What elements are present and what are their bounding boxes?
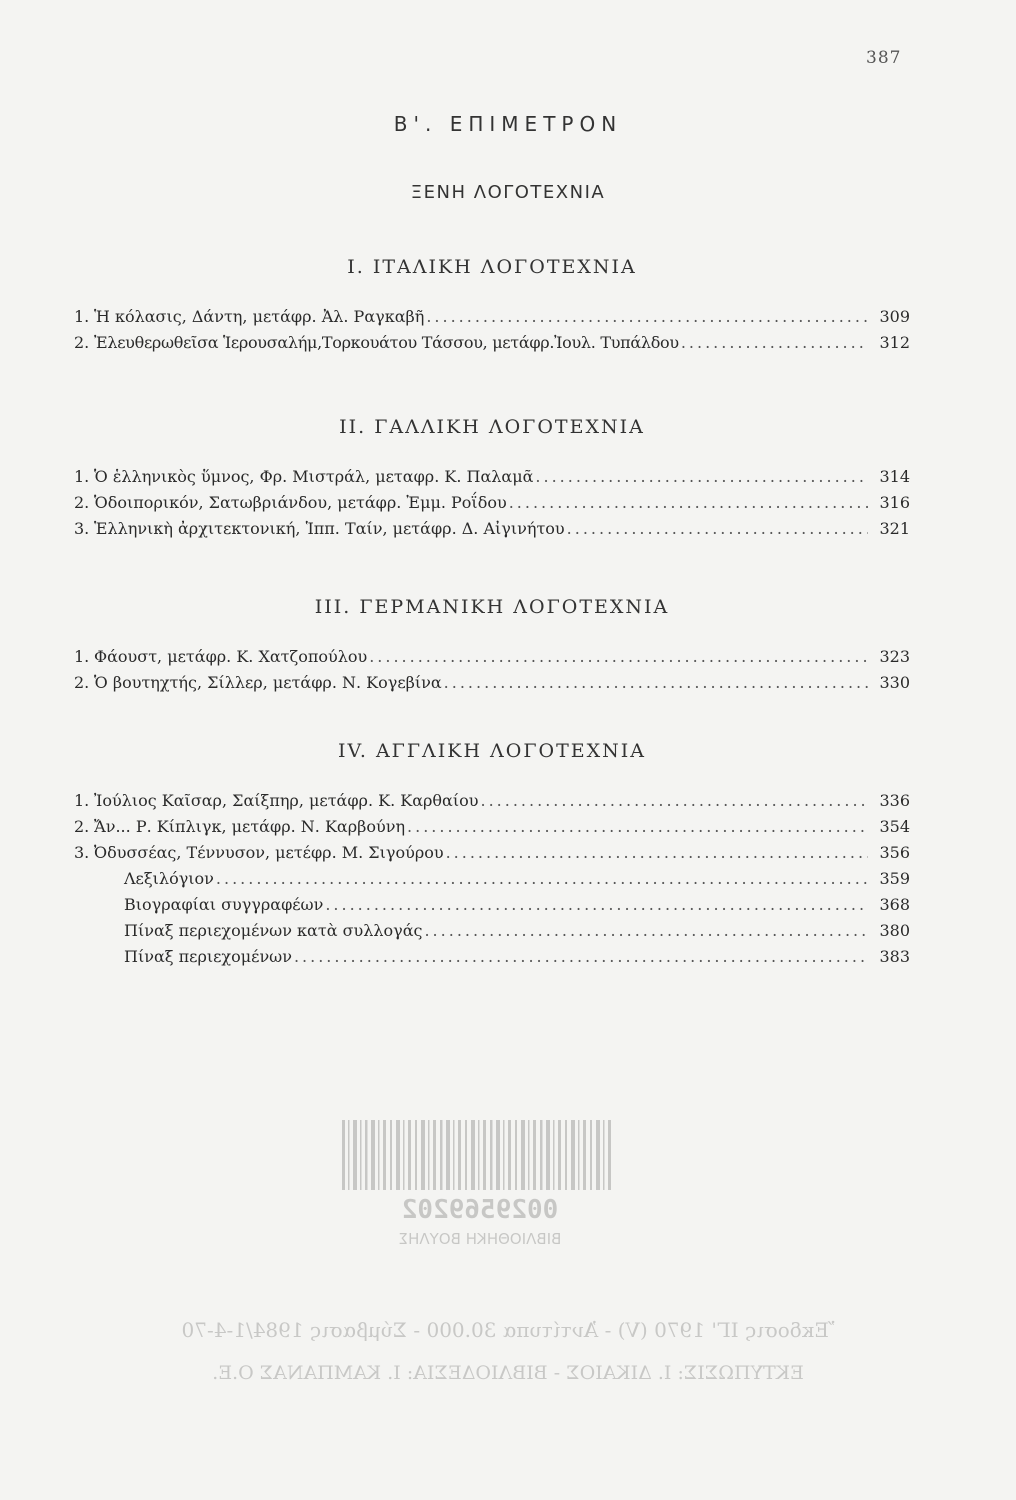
- entry-page: 383: [879, 947, 910, 966]
- dot-leader: [509, 490, 868, 516]
- entry-title: Ἰούλιος Καῖσαρ, Σαίξπηρ, μετάφρ. Κ. Καρθαίου: [94, 791, 479, 810]
- toc-entry: [74, 892, 910, 918]
- dot-leader: [424, 918, 868, 944]
- entry-page: 380: [879, 921, 910, 940]
- entry-number: 3.: [74, 843, 90, 862]
- dot-leader: [446, 840, 868, 866]
- toc-entry: [74, 670, 910, 696]
- entry-number: 1.: [74, 467, 90, 486]
- section-heading: I. ΙΤΑΛΙΚΗ ΛΟΓΟΤΕΧΝΙΑ: [347, 256, 637, 278]
- toc-entry: [74, 814, 910, 840]
- entry-title: Ἐλευθερωθεῖσα Ἱερουσαλήμ,Τορκουάτου Τάσσου, μετάφρ.Ἰουλ. Τυπάλδου: [94, 333, 679, 352]
- toc-entry: [74, 918, 910, 944]
- stamp-code: 0029569202: [401, 1195, 559, 1225]
- entry-page: 316: [879, 493, 910, 512]
- dot-leader: [481, 788, 869, 814]
- entry-page: 323: [879, 647, 910, 666]
- dot-leader: [407, 814, 868, 840]
- section-german: [74, 596, 910, 696]
- dot-leader: [369, 644, 868, 670]
- section-heading: IV. ΑΓΓΛΙΚΗ ΛΟΓΟΤΕΧΝΙΑ: [337, 740, 647, 762]
- toc-entry: [74, 788, 910, 814]
- section-english: [74, 740, 910, 970]
- entry-title: Πίναξ περιεχομένων: [124, 947, 292, 966]
- entry-title: Πίναξ περιεχομένων κατὰ συλλογάς: [124, 921, 423, 940]
- entry-number: 3.: [74, 519, 90, 538]
- entry-title: Ἡ κόλασις, Δάντη, μετάφρ. Ἀλ. Ραγκαβῆ: [94, 307, 425, 326]
- entry-number: 1.: [74, 647, 90, 666]
- entry-number: 1.: [74, 307, 90, 326]
- section-french: [74, 416, 910, 542]
- section-italian: [74, 256, 910, 356]
- library-stamp: [330, 1120, 630, 1250]
- dot-leader: [535, 464, 868, 490]
- dot-leader: [216, 866, 868, 892]
- stamp-label: ΒΙΒΛΙΟΘΗΚΗ ΒΟΥΛΗΣ: [398, 1230, 562, 1248]
- toc-entry: [74, 944, 910, 970]
- entry-number: 2.: [74, 673, 90, 692]
- toc-entry: [74, 490, 910, 516]
- part-title: Β'. ΕΠΙΜΕΤΡΟΝ: [393, 112, 623, 136]
- toc-entry: [74, 330, 910, 356]
- entry-number: 1.: [74, 791, 90, 810]
- toc-entry: [74, 516, 910, 542]
- entry-page: 312: [879, 333, 910, 352]
- barcode-icon: [330, 1120, 630, 1250]
- entry-title: Ἄν... Ρ. Κίπλιγκ, μετάφρ. Ν. Καρβούνη: [94, 817, 406, 836]
- entry-title: Φάουστ, μετάφρ. Κ. Χατζοπούλου: [94, 647, 368, 666]
- entry-page: 330: [879, 673, 910, 692]
- dot-leader: [294, 944, 868, 970]
- entry-title: Ὁ βουτηχτής, Σίλλερ, μετάφρ. Ν. Κογεβίνα: [94, 673, 442, 692]
- entry-page: 309: [879, 307, 910, 326]
- page-number: 387: [866, 48, 902, 68]
- section-heading: II. ΓΑΛΛΙΚΗ ΛΟΓΟΤΕΧΝΙΑ: [339, 416, 645, 438]
- imprint-line-2: ΕΚΤΥΠΩΣΙΣ: Ι. ΔΙΚΑΙΟΣ - ΒΙΒΛΙΟΔΕΣΙΑ: Ι. ΚΑΜΠΑΝΑΣ Ο.Ε.: [212, 1362, 804, 1384]
- part-subtitle: ΞΕΝΗ ΛΟΓΟΤΕΧΝΙΑ: [410, 182, 606, 203]
- dot-leader: [567, 516, 868, 542]
- entry-page: 314: [879, 467, 910, 486]
- entry-title: Ὁδοιπορικόν, Σατωβριάνδου, μετάφρ. Ἐμμ. Ροΐδου: [94, 493, 507, 512]
- entry-page: 368: [879, 895, 910, 914]
- dot-leader: [444, 670, 868, 696]
- entry-page: 359: [879, 869, 910, 888]
- toc-entry: [74, 644, 910, 670]
- entry-title: Λεξιλόγιον: [124, 869, 214, 888]
- entry-title: Βιογραφίαι συγγραφέων: [124, 895, 324, 914]
- entry-title: Ὁ ἑλληνικὸς ὕμνος, Φρ. Μιστράλ, μεταφρ. Κ. Παλαμᾶ: [94, 467, 534, 486]
- entry-page: 356: [879, 843, 910, 862]
- toc-entry: [74, 464, 910, 490]
- entry-number: 2.: [74, 493, 90, 512]
- dot-leader: [325, 892, 868, 918]
- toc-entry: [74, 304, 910, 330]
- entry-page: 354: [879, 817, 910, 836]
- entry-number: 2.: [74, 817, 90, 836]
- entry-page: 336: [879, 791, 910, 810]
- toc-entry: [74, 866, 910, 892]
- entry-number: 2.: [74, 333, 90, 352]
- entry-page: 321: [879, 519, 910, 538]
- dot-leader: [426, 304, 868, 330]
- entry-title: Ὀδυσσέας, Τέννυσον, μετέφρ. Μ. Σιγούρου: [94, 843, 444, 862]
- dot-leader: [681, 330, 868, 356]
- section-heading: III. ΓΕΡΜΑΝΙΚΗ ΛΟΓΟΤΕΧΝΙΑ: [314, 596, 670, 618]
- toc-entry: [74, 840, 910, 866]
- imprint-line-1: Ἔκδοσις ΙΓ' 1970 (V) - Ἀντίτυπα 30.000 - Σύμβασις 1984/1-4-70: [181, 1318, 835, 1342]
- entry-title: Ἑλληνικὴ ἀρχιτεκτονική, Ἱππ. Ταίν, μετάφρ. Δ. Αἰγινήτου: [94, 519, 565, 538]
